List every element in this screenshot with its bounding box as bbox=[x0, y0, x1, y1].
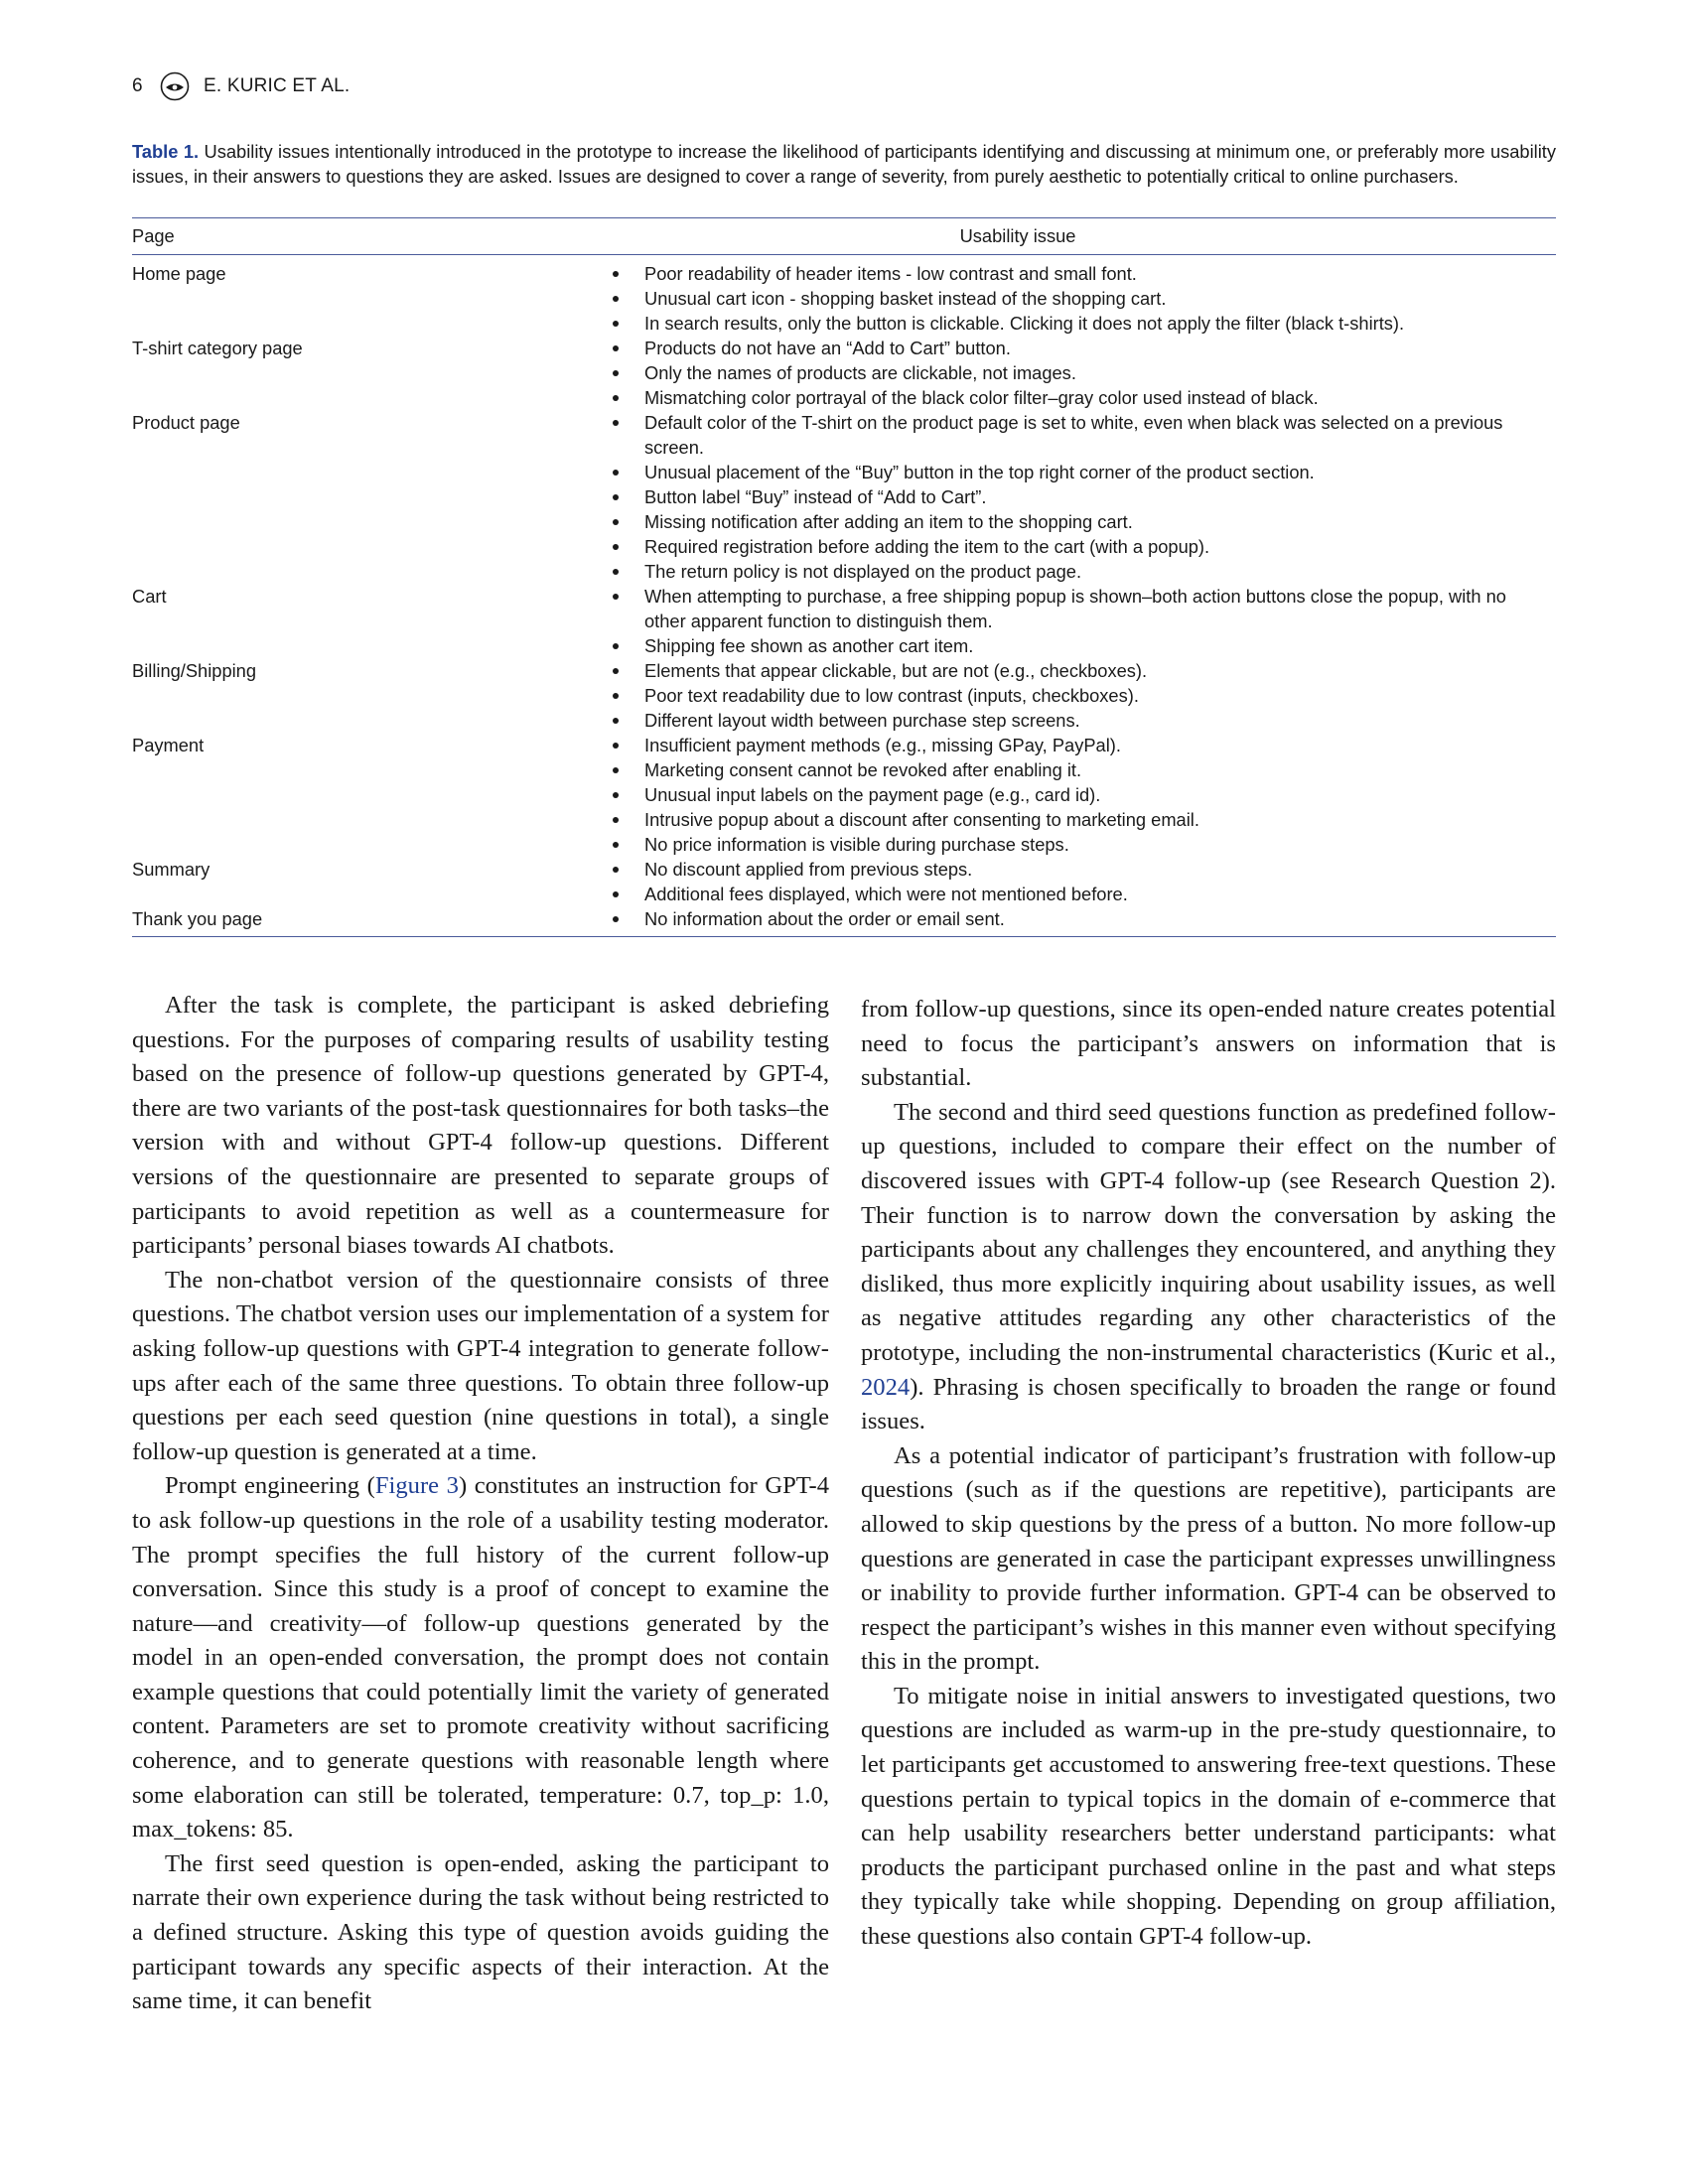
issue-item: Products do not have an “Add to Cart” button. bbox=[478, 336, 1556, 360]
paragraph: from follow-up questions, since its open-ended nature creates potential need to focus the participant’s answers on information that is substantial. bbox=[861, 996, 1556, 1092]
table-caption bbox=[132, 139, 1556, 189]
table-row bbox=[132, 261, 1556, 336]
running-head bbox=[132, 69, 350, 103]
table-row bbox=[132, 658, 1556, 733]
issue-item: Only the names of products are clickable, not images. bbox=[478, 360, 1556, 385]
issue-list bbox=[478, 261, 1556, 336]
text-span: ) constitutes an instruction for GPT-4 to ask follow-up questions in the role of a usability testing moderator. The prompt specifies the full history of the current follow-up conversation. Since this study is a proof of concept to examine the nature—and creativity—of follow-up questions generated by the model in an open-ended conversation, the prompt does not contain example questions that could potentially limit the variety of generated content. Parameters are set to promote creativity without sacrificing coherence, and to generate questions with reasonable length where some elaboration can still be tolerated, temperature: 0.7, top_p: 1.0, max_tokens: 85. bbox=[132, 1472, 830, 1843]
table-header-usability-issue: Usability issue bbox=[959, 225, 1076, 246]
journal-logo-icon bbox=[160, 71, 190, 101]
running-head-authors: E. KURIC ET AL. bbox=[204, 75, 351, 96]
table-cell-page: Summary bbox=[132, 859, 211, 880]
table-cell-page: Payment bbox=[132, 735, 205, 755]
paragraph: After the task is complete, the participant is asked debriefing questions. For the purposes of comparing results of usability testing based on the presence of follow-up questions generated by GPT-4, there are two variants of the post-task questionnaires for both tasks–the version with and without GPT-4 follow-up questions. Different versions of the questionnaire are presented to separate groups of participants to avoid repetition as well as a countermeasure for participants’ personal biases towards AI chatbots. bbox=[132, 992, 829, 1260]
table-row bbox=[132, 906, 1556, 931]
table-cell-page: Product page bbox=[132, 412, 240, 433]
table-row bbox=[132, 410, 1556, 584]
issue-item: Mismatching color portrayal of the black color filter–gray color used instead of black. bbox=[478, 385, 1556, 410]
table-cell-page: Billing/Shipping bbox=[132, 660, 257, 681]
paragraph bbox=[861, 1096, 1556, 1439]
table-row bbox=[132, 733, 1556, 857]
table-header bbox=[132, 217, 1556, 255]
table-cell-page: Home page bbox=[132, 263, 226, 284]
usability-issues-table bbox=[132, 217, 1556, 937]
issue-item: The return policy is not displayed on the product page. bbox=[478, 559, 1556, 584]
text-span: The second and third seed questions function as predefined follow-up questions, included to compare their effect on the number of discovered issues with GPT-4 follow-up (see Research Question 2). Their function is to narrow down the conversation by asking the participants about any challenges they encountered, and anything they disliked, thus more explicitly inquiring about usability issues, as well as negative attitudes regarding any other characteristics of the prototype, including the non-instrumental characteristics (Kuric et al., bbox=[861, 1098, 1556, 1366]
issue-item: Insufficient payment methods (e.g., missing GPay, PayPal). bbox=[478, 733, 1556, 757]
table-caption-text: Usability issues intentionally introduced in the prototype to increase the likelihood of participants identifying and discussing at minimum one, or preferably more usability issues, in their answers to questions they are asked. Issues are designed to cover a range of severity, from purely aesthetic to potentially critical to online purchasers. bbox=[132, 141, 1556, 187]
table-row bbox=[132, 584, 1556, 658]
table-cell-page: Thank you page bbox=[132, 908, 263, 929]
issue-list bbox=[478, 857, 1556, 906]
issue-item: Different layout width between purchase step screens. bbox=[478, 708, 1556, 733]
issue-list bbox=[478, 410, 1556, 584]
issue-item: In search results, only the button is clickable. Clicking it does not apply the filter (black t-shirts). bbox=[478, 311, 1556, 336]
issue-item: Button label “Buy” instead of “Add to Cart”. bbox=[478, 484, 1556, 509]
paragraph: The first seed question is open-ended, asking the participant to narrate their own experience during the task without being restricted to a defined structure. Asking this type of question avoids guiding the participant towards any specific aspects of their interaction. At the same time, it can benefit bbox=[132, 1849, 829, 2015]
table-caption-label: Table 1. bbox=[132, 141, 200, 162]
issue-item: Poor text readability due to low contrast (inputs, checkboxes). bbox=[478, 683, 1556, 708]
issue-item: Default color of the T-shirt on the product page is set to white, even when black was selected on a previous screen. bbox=[478, 410, 1556, 460]
table-header-page: Page bbox=[132, 225, 175, 246]
table-cell-page: T-shirt category page bbox=[132, 338, 303, 358]
issue-item: Unusual input labels on the payment page (e.g., card id). bbox=[478, 782, 1556, 807]
issue-item: Unusual cart icon - shopping basket instead of the shopping cart. bbox=[478, 286, 1556, 311]
table-row bbox=[132, 857, 1556, 906]
citation-2024-link[interactable]: 2024 bbox=[861, 1373, 911, 1401]
table-cell-page: Cart bbox=[132, 586, 167, 607]
issue-list bbox=[478, 906, 1556, 931]
issue-item: No price information is visible during purchase steps. bbox=[478, 832, 1556, 857]
issue-item: No information about the order or email sent. bbox=[478, 906, 1556, 931]
issue-item: Additional fees displayed, which were not mentioned before. bbox=[478, 882, 1556, 906]
issue-item: Marketing consent cannot be revoked after enabling it. bbox=[478, 757, 1556, 782]
issue-item: Required registration before adding the item to the cart (with a popup). bbox=[478, 534, 1556, 559]
body-column-right bbox=[861, 993, 1556, 1955]
issue-list bbox=[478, 733, 1556, 857]
table-row bbox=[132, 336, 1556, 410]
issue-item: Shipping fee shown as another cart item. bbox=[478, 633, 1556, 658]
issue-item: When attempting to purchase, a free shipping popup is shown–both action buttons close the popup, with no other apparent function to distinguish them. bbox=[478, 584, 1556, 633]
issue-item: Poor readability of header items - low contrast and small font. bbox=[478, 261, 1556, 286]
issue-item: Unusual placement of the “Buy” button in the top right corner of the product section. bbox=[478, 460, 1556, 484]
body-column-left bbox=[132, 989, 829, 2019]
paragraph: As a potential indicator of participant’s frustration with follow-up questions (such as if the questions are repetitive), participants are allowed to skip questions by the press of a button. No more follow-up questions are generated in case the participant expresses unwillingness or inability to provide further information. GPT-4 can be observed to respect the participant’s wishes in this manner even without specifying this in the prompt. bbox=[861, 1441, 1556, 1676]
issue-item: No discount applied from previous steps. bbox=[478, 857, 1556, 882]
issue-item: Missing notification after adding an item to the shopping cart. bbox=[478, 509, 1556, 534]
issue-item: Intrusive popup about a discount after consenting to marketing email. bbox=[478, 807, 1556, 832]
figure-3-link[interactable]: Figure 3 bbox=[374, 1472, 459, 1500]
paragraph bbox=[132, 1469, 829, 1847]
issue-list bbox=[478, 336, 1556, 410]
issue-list bbox=[478, 658, 1556, 733]
text-span: Prompt engineering ( bbox=[165, 1472, 375, 1500]
issue-item: Elements that appear clickable, but are not (e.g., checkboxes). bbox=[478, 658, 1556, 683]
table-body bbox=[132, 255, 1556, 937]
paragraph: The non-chatbot version of the questionnaire consists of three questions. The chatbot version uses our implementation of a system for asking follow-up questions with GPT-4 integration to generate follow-ups after each of the same three questions. To obtain three follow-up questions per each seed question (nine questions in total), a single follow-up question is generated at a time. bbox=[132, 1266, 829, 1465]
text-span: ). Phrasing is chosen specifically to broaden the range or found issues. bbox=[861, 1373, 1556, 1435]
issue-list bbox=[478, 584, 1556, 658]
paragraph: To mitigate noise in initial answers to investigated questions, two questions are included as warm-up in the pre-study questionnaire, to let participants get accustomed to answering free-text questions. These questions pertain to typical topics in the domain of e-commerce that can help usability researchers better understand participants: what products the participant purchased online in the past and what steps they typically take while shopping. Depending on group affiliation, these questions also contain GPT-4 follow-up. bbox=[861, 1682, 1556, 1951]
page-number: 6 bbox=[132, 75, 143, 96]
